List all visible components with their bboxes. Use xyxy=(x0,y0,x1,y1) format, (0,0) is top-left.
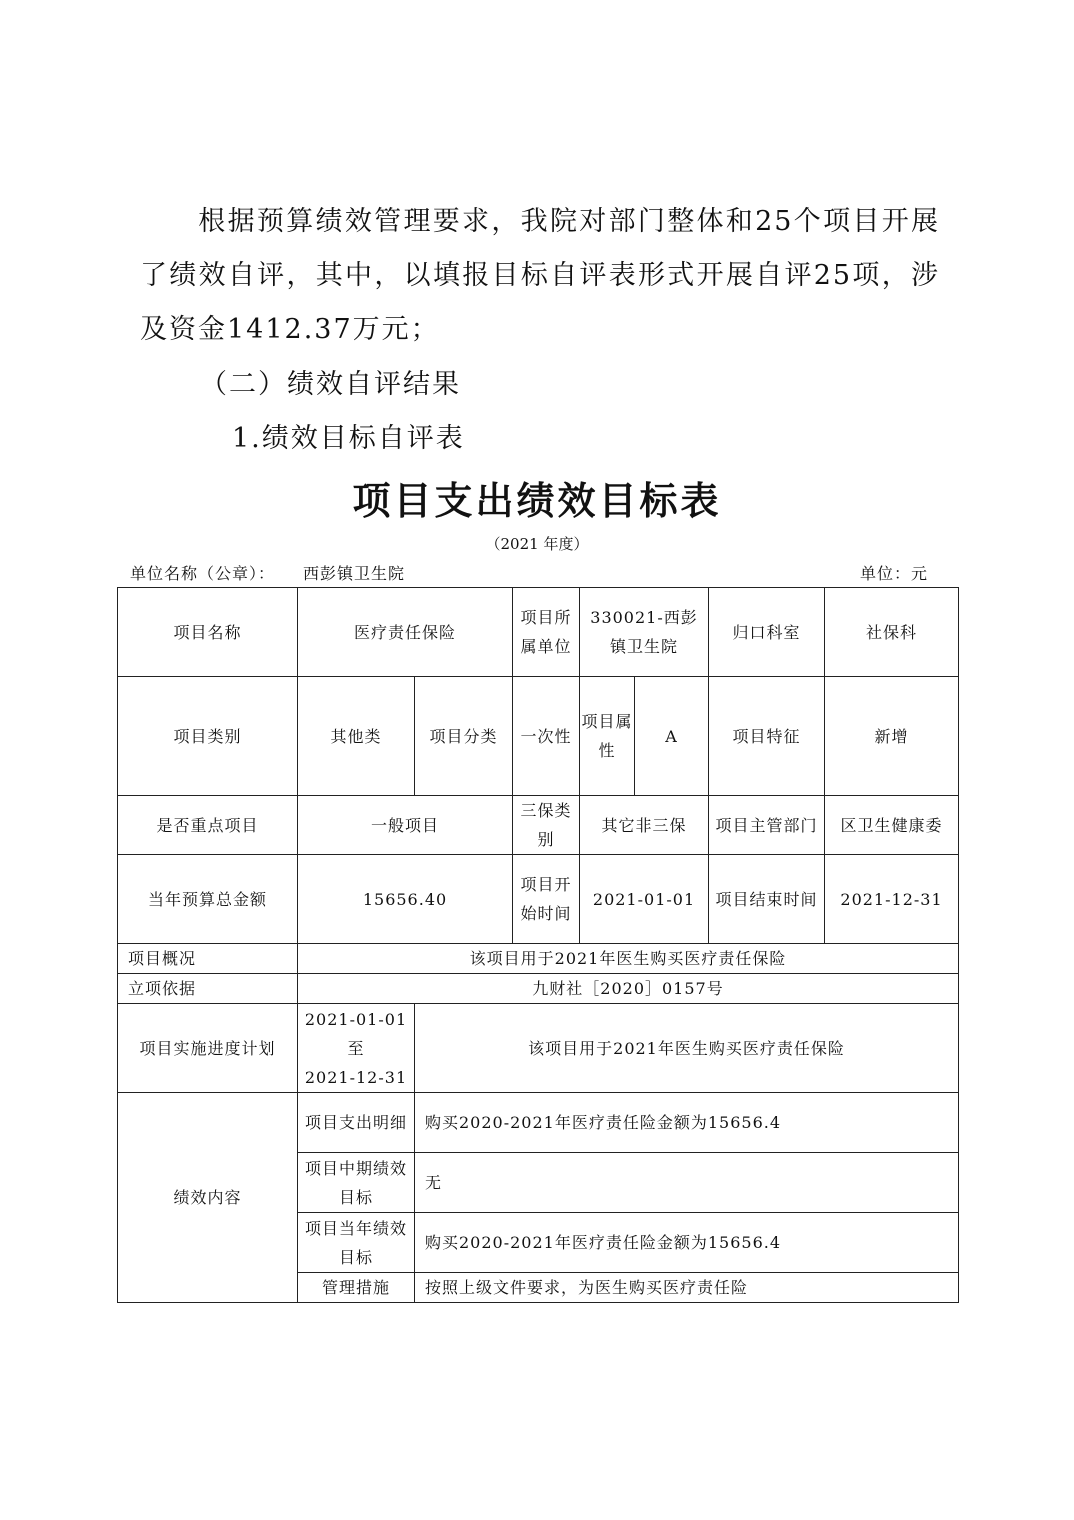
page-title: 项目支出绩效目标表 xyxy=(352,479,722,523)
table-row xyxy=(118,677,959,796)
schedule-range xyxy=(298,1004,415,1093)
sub-heading: 1.绩效目标自评表 xyxy=(232,423,465,454)
unit-info-line xyxy=(130,561,928,584)
start-label: 项目开始时间 xyxy=(513,855,580,944)
three-guarantee-value: 其它非三保 xyxy=(580,796,709,855)
unit-name-value: 西彭镇卫生院 xyxy=(303,564,406,583)
category-value: 其他类 xyxy=(298,677,415,796)
dept-value: 社保科 xyxy=(825,588,959,677)
perf-row-value: 购买2020-2021年医疗责任险金额为15656.4 xyxy=(415,1213,959,1273)
owner-unit-value: 330021-西彭镇卫生院 xyxy=(580,588,709,677)
category-label: 项目类别 xyxy=(118,677,298,796)
supervisor-value: 区卫生健康委 xyxy=(825,796,959,855)
basis-value: 九财社［2020］0157号 xyxy=(298,974,959,1004)
schedule-to: 至 xyxy=(347,1038,365,1058)
perf-row-value: 按照上级文件要求，为医生购买医疗责任险 xyxy=(415,1273,959,1303)
overview-label: 项目概况 xyxy=(118,944,298,974)
project-name-label: 项目名称 xyxy=(118,588,298,677)
schedule-content: 该项目用于2021年医生购买医疗责任保险 xyxy=(415,1004,959,1093)
table-row xyxy=(118,588,959,677)
unit-name-label: 单位名称（公章）： xyxy=(130,564,276,583)
perf-row-label: 项目支出明细 xyxy=(298,1093,415,1153)
key-project-value: 一般项目 xyxy=(298,796,513,855)
perf-row-label: 管理措施 xyxy=(298,1273,415,1303)
end-label: 项目结束时间 xyxy=(709,855,825,944)
classification-label: 项目分类 xyxy=(415,677,513,796)
table-row xyxy=(118,855,959,944)
section-heading: （二）绩效自评结果 xyxy=(200,369,461,400)
schedule-end: 2021-12-31 xyxy=(304,1067,408,1087)
intro-paragraph xyxy=(140,195,940,357)
project-name-value: 医疗责任保险 xyxy=(298,588,513,677)
performance-label: 绩效内容 xyxy=(118,1093,298,1303)
dept-label: 归口科室 xyxy=(709,588,825,677)
key-project-label: 是否重点项目 xyxy=(118,796,298,855)
schedule-start: 2021-01-01 xyxy=(304,1009,408,1029)
budget-value: 15656.40 xyxy=(298,855,513,944)
budget-label: 当年预算总金额 xyxy=(118,855,298,944)
basis-label: 立项依据 xyxy=(118,974,298,1004)
table-row xyxy=(118,796,959,855)
year-label: （2021 年度） xyxy=(485,535,589,553)
schedule-label: 项目实施进度计划 xyxy=(118,1004,298,1093)
perf-row-label: 项目中期绩效目标 xyxy=(298,1153,415,1213)
table-row xyxy=(118,1004,959,1093)
perf-row-label: 项目当年绩效目标 xyxy=(298,1213,415,1273)
three-guarantee-label: 三保类别 xyxy=(513,796,580,855)
table-row xyxy=(118,974,959,1004)
overview-value: 该项目用于2021年医生购买医疗责任保险 xyxy=(298,944,959,974)
feature-label: 项目特征 xyxy=(709,677,825,796)
perf-row-value: 无 xyxy=(415,1153,959,1213)
attribute-label: 项目属性 xyxy=(580,677,635,796)
performance-target-table xyxy=(117,587,959,1303)
feature-value: 新增 xyxy=(825,677,959,796)
supervisor-label: 项目主管部门 xyxy=(709,796,825,855)
owner-unit-label: 项目所属单位 xyxy=(513,588,580,677)
end-value: 2021-12-31 xyxy=(825,855,959,944)
currency-unit: 单位：元 xyxy=(859,564,928,583)
perf-row-value: 购买2020-2021年医疗责任险金额为15656.4 xyxy=(415,1093,959,1153)
table-row xyxy=(118,944,959,974)
intro-paragraph-text: 根据预算绩效管理要求，我院对部门整体和25个项目开展了绩效自评，其中，以填报目标自评表形式开展自评25项，涉及资金1412.37万元； xyxy=(140,206,940,345)
table-row xyxy=(118,1093,959,1153)
attribute-value: A xyxy=(635,677,709,796)
start-value: 2021-01-01 xyxy=(580,855,709,944)
classification-value: 一次性 xyxy=(513,677,580,796)
